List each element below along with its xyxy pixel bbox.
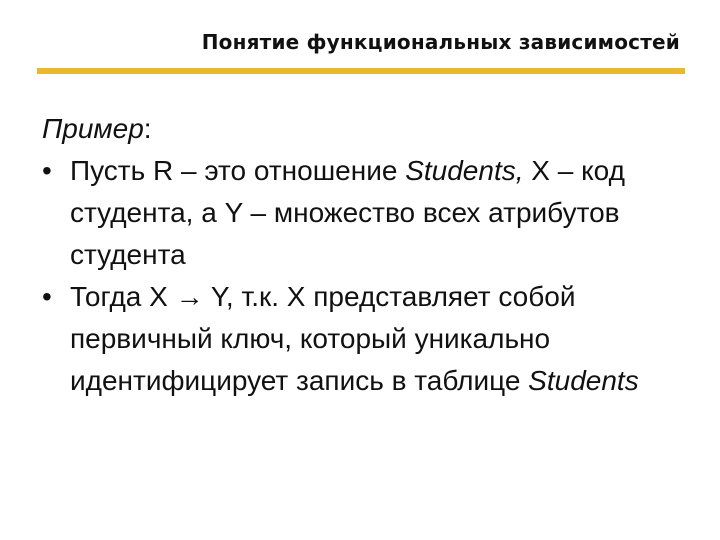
bullet-marker: • xyxy=(42,281,52,312)
example-heading xyxy=(42,108,682,150)
example-heading-word: Пример xyxy=(42,113,144,144)
bullet-1-text-end: X – код студента, а Y – множество всех атрибутов студента xyxy=(70,155,625,270)
title-divider xyxy=(37,68,685,74)
bullet-2-text: Тогда X → Y, т.к. X представляет собой первичный ключ, который уникально идентифицирует запись в таблице xyxy=(70,281,576,396)
bullet-1-text: Пусть R – это отношение xyxy=(70,155,406,186)
example-heading-colon: : xyxy=(143,113,152,144)
bullet-item-1 xyxy=(42,150,682,276)
slide-title: Понятие функциональных зависимостей xyxy=(201,30,680,54)
slide-body xyxy=(42,108,682,402)
bullet-2-italic: Students xyxy=(528,365,639,396)
bullet-marker: • xyxy=(42,155,52,186)
bullet-item-2 xyxy=(42,276,682,402)
bullet-1-italic: Students, xyxy=(405,155,524,186)
